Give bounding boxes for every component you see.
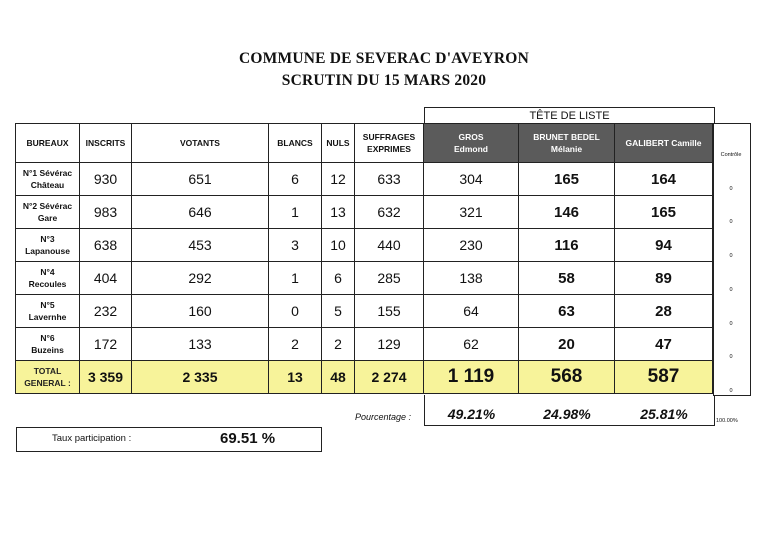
total-votants: 2 335	[132, 361, 269, 394]
cell-votants: 133	[132, 328, 269, 361]
cell-candidate-gros: 230	[424, 229, 519, 262]
cell-candidate-gros: 138	[424, 262, 519, 295]
cell-candidate-gros: 64	[424, 295, 519, 328]
page-subtitle: SCRUTIN DU 15 MARS 2020	[281, 72, 487, 89]
bureau-name: N°4 Recoules	[16, 262, 80, 295]
table-row	[16, 196, 713, 229]
col-inscrits: INSCRITS	[80, 124, 132, 163]
cell-candidate-brunet-bedel: 165	[519, 163, 615, 196]
total-exprimes: 2 274	[355, 361, 424, 394]
cell-nuls: 5	[322, 295, 355, 328]
cell-exprimes: 440	[355, 229, 424, 262]
cell-votants: 292	[132, 262, 269, 295]
table-header-row	[16, 124, 713, 163]
cell-inscrits: 404	[80, 262, 132, 295]
cell-candidate-galibert: 164	[615, 163, 713, 196]
col-blancs: BLANCS	[269, 124, 322, 163]
cell-votants: 160	[132, 295, 269, 328]
total-inscrits: 3 359	[80, 361, 132, 394]
percentage-galibert: 25.81%	[640, 406, 688, 422]
cell-exprimes: 632	[355, 196, 424, 229]
cell-blancs: 0	[269, 295, 322, 328]
table-row	[16, 163, 713, 196]
percentage-brunet-bedel: 24.98%	[543, 406, 591, 422]
participation-label: Taux participation :	[52, 433, 132, 444]
control-value: 0	[729, 354, 733, 360]
total-blancs: 13	[269, 361, 322, 394]
total-label: TOTAL GENERAL :	[16, 361, 80, 394]
cell-blancs: 3	[269, 229, 322, 262]
cell-inscrits: 983	[80, 196, 132, 229]
cell-inscrits: 172	[80, 328, 132, 361]
col-bureaux: BUREAUX	[16, 124, 80, 163]
bureau-name: N°1 Sévérac Château	[16, 163, 80, 196]
cell-candidate-brunet-bedel: 63	[519, 295, 615, 328]
cell-candidate-brunet-bedel: 146	[519, 196, 615, 229]
total-candidate-galibert: 587	[615, 361, 713, 394]
cell-candidate-galibert: 165	[615, 196, 713, 229]
total-row	[16, 361, 713, 394]
cell-candidate-brunet-bedel: 116	[519, 229, 615, 262]
cell-nuls: 13	[322, 196, 355, 229]
cell-candidate-galibert: 89	[615, 262, 713, 295]
control-value: 0	[729, 186, 733, 192]
cell-exprimes: 155	[355, 295, 424, 328]
cell-inscrits: 638	[80, 229, 132, 262]
cell-candidate-galibert: 28	[615, 295, 713, 328]
percentage-label: Pourcentage :	[355, 412, 412, 422]
cell-inscrits: 930	[80, 163, 132, 196]
col-candidate-gros: GROS Edmond	[424, 124, 519, 163]
cell-nuls: 6	[322, 262, 355, 295]
control-value: 0	[729, 388, 733, 394]
bureau-name: N°3 Lapanouse	[16, 229, 80, 262]
table-row	[16, 295, 713, 328]
page-title: COMMUNE DE SEVERAC D'AVEYRON	[239, 50, 529, 67]
cell-blancs: 2	[269, 328, 322, 361]
table-row	[16, 229, 713, 262]
cell-nuls: 12	[322, 163, 355, 196]
table-row	[16, 262, 713, 295]
total-candidate-gros: 1 119	[424, 361, 519, 394]
total-candidate-brunet-bedel: 568	[519, 361, 615, 394]
control-value: 0	[729, 321, 733, 327]
cell-exprimes: 285	[355, 262, 424, 295]
cell-candidate-galibert: 47	[615, 328, 713, 361]
cell-votants: 453	[132, 229, 269, 262]
percentage-gros: 49.21%	[447, 406, 496, 422]
cell-candidate-brunet-bedel: 20	[519, 328, 615, 361]
bureau-name: N°5 Lavernhe	[16, 295, 80, 328]
cell-blancs: 1	[269, 262, 322, 295]
col-votants: VOTANTS	[132, 124, 269, 163]
bureau-name: N°2 Sévérac Gare	[16, 196, 80, 229]
control-value: 0	[729, 253, 733, 259]
cell-candidate-gros: 62	[424, 328, 519, 361]
cell-votants: 646	[132, 196, 269, 229]
cell-blancs: 6	[269, 163, 322, 196]
results-table	[15, 123, 713, 394]
control-total: 100.00%	[716, 418, 738, 424]
candidates-group-header: TÊTE DE LISTE	[424, 107, 715, 124]
cell-nuls: 10	[322, 229, 355, 262]
cell-candidate-brunet-bedel: 58	[519, 262, 615, 295]
cell-candidate-gros: 304	[424, 163, 519, 196]
total-nuls: 48	[322, 361, 355, 394]
cell-inscrits: 232	[80, 295, 132, 328]
cell-votants: 651	[132, 163, 269, 196]
col-suffrages: SUFFRAGES EXPRIMES	[355, 124, 424, 163]
cell-candidate-galibert: 94	[615, 229, 713, 262]
cell-candidate-gros: 321	[424, 196, 519, 229]
table-row	[16, 328, 713, 361]
control-value: 0	[729, 287, 733, 293]
cell-nuls: 2	[322, 328, 355, 361]
col-candidate-brunet-bedel: BRUNET BEDEL Mélanie	[519, 124, 615, 163]
control-label: Contrôle	[720, 152, 742, 158]
participation-value: 69.51 %	[220, 430, 276, 447]
cell-blancs: 1	[269, 196, 322, 229]
control-value: 0	[729, 219, 733, 225]
cell-exprimes: 129	[355, 328, 424, 361]
col-candidate-galibert: GALIBERT Camille	[615, 124, 713, 163]
cell-exprimes: 633	[355, 163, 424, 196]
col-nuls: NULS	[322, 124, 355, 163]
bureau-name: N°6 Buzeins	[16, 328, 80, 361]
